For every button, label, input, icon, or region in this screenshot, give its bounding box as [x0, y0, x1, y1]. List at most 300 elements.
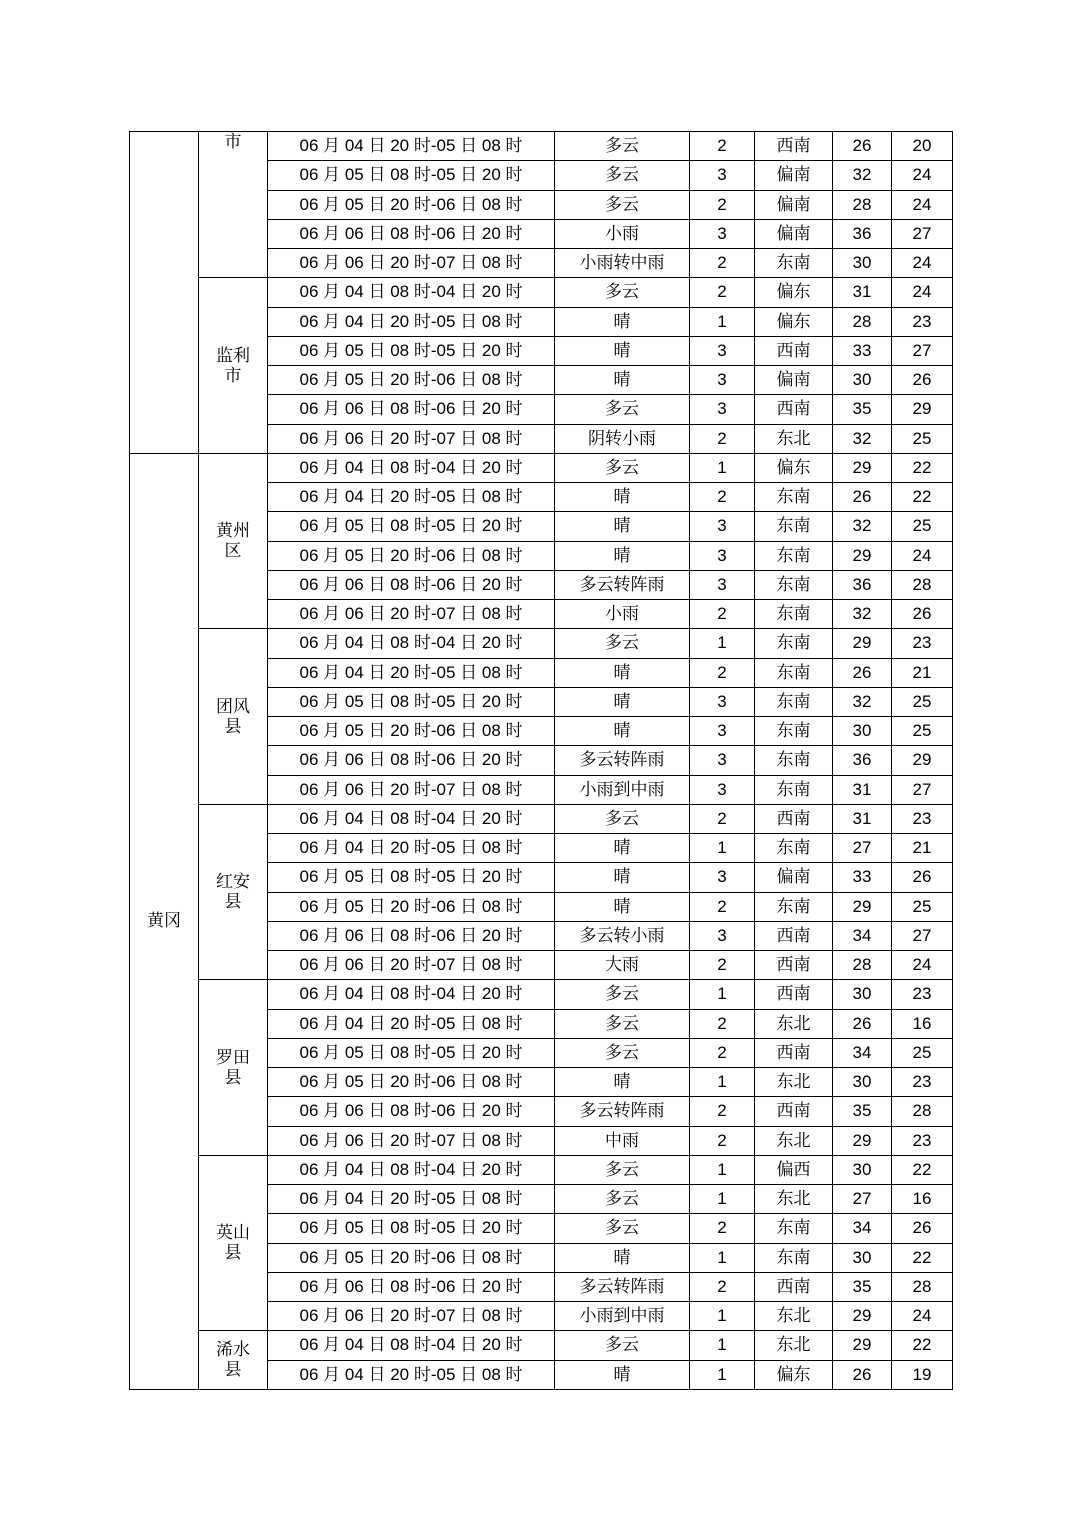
time-period-cell: 06 月 05 日 20 时-06 日 08 时 [268, 190, 555, 219]
max-temp-cell: 26 [833, 1009, 892, 1038]
max-temp-cell: 32 [833, 600, 892, 629]
time-period-cell: 06 月 05 日 20 时-06 日 08 时 [268, 1068, 555, 1097]
wind-direction-cell: 偏东 [755, 307, 833, 336]
wind-direction-cell: 偏南 [755, 219, 833, 248]
wind-level-cell: 2 [690, 951, 755, 980]
wind-level-cell: 3 [690, 921, 755, 950]
max-temp-cell: 26 [833, 483, 892, 512]
weather-cell: 多云 [555, 190, 690, 219]
weather-cell: 多云 [555, 161, 690, 190]
min-temp-cell: 23 [892, 980, 953, 1009]
county-name-line: 浠水 [216, 1340, 250, 1359]
weather-cell: 多云转阵雨 [555, 1272, 690, 1301]
time-period-cell: 06 月 05 日 08 时-05 日 20 时 [268, 863, 555, 892]
min-temp-cell: 25 [892, 512, 953, 541]
max-temp-cell: 30 [833, 366, 892, 395]
county-name-line: 红安 [216, 872, 250, 891]
time-period-cell: 06 月 05 日 20 时-06 日 08 时 [268, 1243, 555, 1272]
min-temp-cell: 27 [892, 921, 953, 950]
wind-level-cell: 3 [690, 746, 755, 775]
wind-level-cell: 2 [690, 132, 755, 161]
min-temp-cell: 24 [892, 951, 953, 980]
weather-cell: 小雨到中雨 [555, 775, 690, 804]
min-temp-cell: 20 [892, 132, 953, 161]
time-period-cell: 06 月 06 日 08 时-06 日 20 时 [268, 1272, 555, 1301]
min-temp-cell: 24 [892, 249, 953, 278]
wind-direction-cell: 西南 [755, 395, 833, 424]
wind-level-cell: 1 [690, 1302, 755, 1331]
wind-level-cell: 1 [690, 834, 755, 863]
wind-level-cell: 2 [690, 1126, 755, 1155]
min-temp-cell: 25 [892, 717, 953, 746]
wind-level-cell: 1 [690, 1068, 755, 1097]
min-temp-cell: 24 [892, 541, 953, 570]
weather-cell: 多云 [555, 278, 690, 307]
wind-level-cell: 1 [690, 629, 755, 658]
max-temp-cell: 32 [833, 161, 892, 190]
max-temp-cell: 35 [833, 1272, 892, 1301]
min-temp-cell: 23 [892, 1068, 953, 1097]
min-temp-cell: 24 [892, 190, 953, 219]
wind-direction-cell: 东南 [755, 512, 833, 541]
wind-direction-cell: 偏东 [755, 1360, 833, 1389]
min-temp-cell: 27 [892, 219, 953, 248]
weather-cell: 多云转小雨 [555, 921, 690, 950]
table-row [130, 804, 953, 833]
wind-direction-cell: 西南 [755, 132, 833, 161]
time-period-cell: 06 月 04 日 20 时-05 日 08 时 [268, 307, 555, 336]
county-name [199, 697, 267, 737]
wind-direction-cell: 东南 [755, 483, 833, 512]
wind-direction-cell: 东南 [755, 658, 833, 687]
wind-level-cell: 3 [690, 161, 755, 190]
time-period-cell: 06 月 04 日 08 时-04 日 20 时 [268, 1331, 555, 1360]
table-row [130, 1155, 953, 1184]
county-name-line: 区 [224, 541, 242, 560]
time-period-cell: 06 月 06 日 20 时-07 日 08 时 [268, 424, 555, 453]
weather-cell: 晴 [555, 336, 690, 365]
weather-cell: 多云 [555, 980, 690, 1009]
max-temp-cell: 27 [833, 834, 892, 863]
max-temp-cell: 30 [833, 717, 892, 746]
weather-cell: 小雨 [555, 219, 690, 248]
time-period-cell: 06 月 05 日 08 时-05 日 20 时 [268, 687, 555, 716]
time-period-cell: 06 月 06 日 20 时-07 日 08 时 [268, 249, 555, 278]
max-temp-cell: 35 [833, 1097, 892, 1126]
wind-level-cell: 3 [690, 863, 755, 892]
county-cell [199, 453, 268, 629]
max-temp-cell: 29 [833, 1126, 892, 1155]
max-temp-cell: 26 [833, 658, 892, 687]
max-temp-cell: 34 [833, 1214, 892, 1243]
wind-level-cell: 2 [690, 249, 755, 278]
wind-direction-cell: 东南 [755, 892, 833, 921]
min-temp-cell: 23 [892, 804, 953, 833]
wind-direction-cell: 东北 [755, 1331, 833, 1360]
time-period-cell: 06 月 05 日 08 时-05 日 20 时 [268, 161, 555, 190]
wind-direction-cell: 偏南 [755, 190, 833, 219]
time-period-cell: 06 月 06 日 20 时-07 日 08 时 [268, 775, 555, 804]
min-temp-cell: 27 [892, 336, 953, 365]
wind-direction-cell: 偏南 [755, 863, 833, 892]
max-temp-cell: 30 [833, 980, 892, 1009]
wind-direction-cell: 东南 [755, 746, 833, 775]
weather-cell: 晴 [555, 1243, 690, 1272]
wind-level-cell: 3 [690, 687, 755, 716]
min-temp-cell: 27 [892, 775, 953, 804]
min-temp-cell: 25 [892, 424, 953, 453]
weather-cell: 多云 [555, 132, 690, 161]
wind-direction-cell: 东北 [755, 1126, 833, 1155]
max-temp-cell: 29 [833, 1302, 892, 1331]
min-temp-cell: 29 [892, 395, 953, 424]
wind-direction-cell: 东南 [755, 570, 833, 599]
wind-level-cell: 1 [690, 307, 755, 336]
wind-level-cell: 2 [690, 1097, 755, 1126]
min-temp-cell: 28 [892, 1097, 953, 1126]
min-temp-cell: 25 [892, 1038, 953, 1067]
max-temp-cell: 34 [833, 921, 892, 950]
wind-direction-cell: 东南 [755, 834, 833, 863]
wind-direction-cell: 东北 [755, 1068, 833, 1097]
wind-direction-cell: 东南 [755, 687, 833, 716]
wind-level-cell: 3 [690, 336, 755, 365]
weather-cell: 多云转阵雨 [555, 1097, 690, 1126]
wind-level-cell: 2 [690, 658, 755, 687]
time-period-cell: 06 月 04 日 08 时-04 日 20 时 [268, 629, 555, 658]
time-period-cell: 06 月 06 日 20 时-07 日 08 时 [268, 1302, 555, 1331]
wind-level-cell: 1 [690, 1155, 755, 1184]
min-temp-cell: 22 [892, 453, 953, 482]
county-name-line: 县 [224, 1243, 242, 1262]
county-name-line: 英山 [216, 1223, 250, 1242]
table-row [130, 629, 953, 658]
wind-level-cell: 2 [690, 892, 755, 921]
time-period-cell: 06 月 05 日 08 时-05 日 20 时 [268, 336, 555, 365]
wind-direction-cell: 偏南 [755, 161, 833, 190]
time-period-cell: 06 月 05 日 08 时-05 日 20 时 [268, 1214, 555, 1243]
weather-cell: 晴 [555, 834, 690, 863]
county-cell [199, 1331, 268, 1390]
county-name [199, 346, 267, 386]
min-temp-cell: 16 [892, 1185, 953, 1214]
max-temp-cell: 29 [833, 541, 892, 570]
max-temp-cell: 28 [833, 307, 892, 336]
county-name [199, 1223, 267, 1263]
wind-direction-cell: 西南 [755, 951, 833, 980]
weather-cell: 中雨 [555, 1126, 690, 1155]
wind-level-cell: 3 [690, 570, 755, 599]
max-temp-cell: 30 [833, 1155, 892, 1184]
wind-direction-cell: 偏西 [755, 1155, 833, 1184]
weather-cell: 晴 [555, 892, 690, 921]
max-temp-cell: 36 [833, 570, 892, 599]
weather-cell: 多云转阵雨 [555, 746, 690, 775]
time-period-cell: 06 月 06 日 08 时-06 日 20 时 [268, 570, 555, 599]
weather-cell: 多云 [555, 1038, 690, 1067]
max-temp-cell: 30 [833, 1243, 892, 1272]
wind-direction-cell: 西南 [755, 921, 833, 950]
weather-cell: 晴 [555, 366, 690, 395]
county-cell [199, 132, 268, 278]
max-temp-cell: 26 [833, 1360, 892, 1389]
min-temp-cell: 22 [892, 483, 953, 512]
time-period-cell: 06 月 04 日 20 时-05 日 08 时 [268, 1009, 555, 1038]
wind-direction-cell: 东北 [755, 424, 833, 453]
time-period-cell: 06 月 06 日 20 时-07 日 08 时 [268, 1126, 555, 1155]
weather-cell: 晴 [555, 1068, 690, 1097]
weather-cell: 多云 [555, 1009, 690, 1038]
wind-direction-cell: 东南 [755, 629, 833, 658]
time-period-cell: 06 月 05 日 20 时-06 日 08 时 [268, 717, 555, 746]
min-temp-cell: 19 [892, 1360, 953, 1389]
city-cell [130, 132, 199, 454]
weather-cell: 小雨转中雨 [555, 249, 690, 278]
weather-cell: 晴 [555, 687, 690, 716]
wind-level-cell: 2 [690, 483, 755, 512]
weather-cell: 阴转小雨 [555, 424, 690, 453]
min-temp-cell: 25 [892, 687, 953, 716]
weather-cell: 小雨 [555, 600, 690, 629]
wind-direction-cell: 东南 [755, 775, 833, 804]
county-name-line: 市 [224, 365, 242, 385]
time-period-cell: 06 月 04 日 20 时-05 日 08 时 [268, 483, 555, 512]
weather-cell: 晴 [555, 863, 690, 892]
wind-direction-cell: 东北 [755, 1009, 833, 1038]
time-period-cell: 06 月 05 日 20 时-06 日 08 时 [268, 892, 555, 921]
table-row [130, 1331, 953, 1360]
weather-cell: 晴 [555, 717, 690, 746]
wind-level-cell: 2 [690, 278, 755, 307]
time-period-cell: 06 月 05 日 20 时-06 日 08 时 [268, 541, 555, 570]
wind-level-cell: 1 [690, 453, 755, 482]
weather-cell: 晴 [555, 512, 690, 541]
wind-direction-cell: 东南 [755, 1243, 833, 1272]
wind-direction-cell: 东北 [755, 1302, 833, 1331]
wind-level-cell: 1 [690, 1185, 755, 1214]
wind-direction-cell: 西南 [755, 1038, 833, 1067]
county-name-line: 监利 [216, 345, 250, 365]
min-temp-cell: 29 [892, 746, 953, 775]
min-temp-cell: 22 [892, 1331, 953, 1360]
wind-level-cell: 2 [690, 424, 755, 453]
min-temp-cell: 24 [892, 278, 953, 307]
min-temp-cell: 24 [892, 161, 953, 190]
weather-cell: 小雨到中雨 [555, 1302, 690, 1331]
wind-level-cell: 3 [690, 541, 755, 570]
max-temp-cell: 29 [833, 892, 892, 921]
weather-cell: 晴 [555, 483, 690, 512]
county-cell [199, 1155, 268, 1331]
weather-cell: 晴 [555, 658, 690, 687]
min-temp-cell: 26 [892, 600, 953, 629]
min-temp-cell: 24 [892, 1302, 953, 1331]
max-temp-cell: 29 [833, 1331, 892, 1360]
time-period-cell: 06 月 06 日 08 时-06 日 20 时 [268, 746, 555, 775]
wind-direction-cell: 东南 [755, 249, 833, 278]
weather-cell: 多云 [555, 1331, 690, 1360]
wind-level-cell: 2 [690, 804, 755, 833]
max-temp-cell: 32 [833, 512, 892, 541]
table-row [130, 132, 953, 161]
county-cell [199, 278, 268, 454]
weather-cell: 多云 [555, 629, 690, 658]
time-period-cell: 06 月 04 日 08 时-04 日 20 时 [268, 453, 555, 482]
min-temp-cell: 26 [892, 1214, 953, 1243]
weather-cell: 多云 [555, 804, 690, 833]
wind-direction-cell: 偏南 [755, 366, 833, 395]
wind-level-cell: 3 [690, 775, 755, 804]
weather-cell: 多云 [555, 1214, 690, 1243]
wind-level-cell: 2 [690, 190, 755, 219]
max-temp-cell: 26 [833, 132, 892, 161]
max-temp-cell: 31 [833, 804, 892, 833]
time-period-cell: 06 月 06 日 20 时-07 日 08 时 [268, 600, 555, 629]
max-temp-cell: 36 [833, 746, 892, 775]
county-name-line: 县 [224, 1067, 242, 1087]
min-temp-cell: 26 [892, 863, 953, 892]
wind-direction-cell: 西南 [755, 1272, 833, 1301]
max-temp-cell: 32 [833, 687, 892, 716]
county-cell [199, 804, 268, 980]
min-temp-cell: 16 [892, 1009, 953, 1038]
county-name-line: 县 [224, 716, 242, 736]
max-temp-cell: 36 [833, 219, 892, 248]
county-name-line: 黄州 [216, 521, 250, 540]
table-row [130, 980, 953, 1009]
max-temp-cell: 34 [833, 1038, 892, 1067]
time-period-cell: 06 月 04 日 20 时-05 日 08 时 [268, 1360, 555, 1389]
min-temp-cell: 22 [892, 1243, 953, 1272]
max-temp-cell: 32 [833, 424, 892, 453]
max-temp-cell: 31 [833, 775, 892, 804]
wind-direction-cell: 东南 [755, 600, 833, 629]
max-temp-cell: 28 [833, 190, 892, 219]
max-temp-cell: 30 [833, 249, 892, 278]
county-name [199, 1340, 267, 1380]
wind-level-cell: 2 [690, 600, 755, 629]
max-temp-cell: 28 [833, 951, 892, 980]
weather-cell: 晴 [555, 307, 690, 336]
min-temp-cell: 23 [892, 1126, 953, 1155]
forecast-table [129, 131, 953, 1390]
min-temp-cell: 22 [892, 1155, 953, 1184]
wind-level-cell: 2 [690, 1038, 755, 1067]
max-temp-cell: 33 [833, 336, 892, 365]
max-temp-cell: 29 [833, 629, 892, 658]
county-name [199, 1048, 267, 1088]
wind-level-cell: 3 [690, 395, 755, 424]
min-temp-cell: 23 [892, 629, 953, 658]
time-period-cell: 06 月 04 日 20 时-05 日 08 时 [268, 132, 555, 161]
max-temp-cell: 27 [833, 1185, 892, 1214]
weather-cell: 多云转阵雨 [555, 570, 690, 599]
wind-level-cell: 1 [690, 1360, 755, 1389]
time-period-cell: 06 月 05 日 20 时-06 日 08 时 [268, 366, 555, 395]
wind-direction-cell: 西南 [755, 336, 833, 365]
table-row [130, 453, 953, 482]
time-period-cell: 06 月 04 日 08 时-04 日 20 时 [268, 1155, 555, 1184]
min-temp-cell: 26 [892, 366, 953, 395]
weather-cell: 多云 [555, 395, 690, 424]
weather-cell: 多云 [555, 1155, 690, 1184]
min-temp-cell: 25 [892, 892, 953, 921]
wind-level-cell: 3 [690, 366, 755, 395]
county-name [199, 872, 267, 912]
city-cell: 黄冈 [130, 453, 199, 1389]
time-period-cell: 06 月 06 日 08 时-06 日 20 时 [268, 395, 555, 424]
max-temp-cell: 31 [833, 278, 892, 307]
county-name-line: 罗田 [216, 1047, 250, 1067]
time-period-cell: 06 月 04 日 20 时-05 日 08 时 [268, 1185, 555, 1214]
min-temp-cell: 28 [892, 570, 953, 599]
time-period-cell: 06 月 04 日 08 时-04 日 20 时 [268, 278, 555, 307]
wind-level-cell: 3 [690, 512, 755, 541]
weather-cell: 多云 [555, 453, 690, 482]
max-temp-cell: 29 [833, 453, 892, 482]
county-name: 市 [224, 132, 242, 151]
wind-level-cell: 2 [690, 1009, 755, 1038]
time-period-cell: 06 月 05 日 08 时-05 日 20 时 [268, 1038, 555, 1067]
max-temp-cell: 33 [833, 863, 892, 892]
wind-level-cell: 1 [690, 1331, 755, 1360]
wind-direction-cell: 西南 [755, 1097, 833, 1126]
time-period-cell: 06 月 05 日 08 时-05 日 20 时 [268, 512, 555, 541]
time-period-cell: 06 月 04 日 08 时-04 日 20 时 [268, 804, 555, 833]
wind-level-cell: 2 [690, 1272, 755, 1301]
wind-direction-cell: 东南 [755, 541, 833, 570]
time-period-cell: 06 月 04 日 08 时-04 日 20 时 [268, 980, 555, 1009]
wind-level-cell: 3 [690, 717, 755, 746]
wind-level-cell: 2 [690, 1214, 755, 1243]
county-name-line: 团风 [216, 696, 250, 716]
weather-cell: 多云 [555, 1185, 690, 1214]
county-cell [199, 980, 268, 1156]
wind-direction-cell: 西南 [755, 980, 833, 1009]
min-temp-cell: 23 [892, 307, 953, 336]
wind-direction-cell: 西南 [755, 804, 833, 833]
time-period-cell: 06 月 06 日 08 时-06 日 20 时 [268, 219, 555, 248]
time-period-cell: 06 月 04 日 20 时-05 日 08 时 [268, 658, 555, 687]
min-temp-cell: 21 [892, 658, 953, 687]
county-name [199, 521, 267, 561]
time-period-cell: 06 月 06 日 08 时-06 日 20 时 [268, 921, 555, 950]
time-period-cell: 06 月 04 日 20 时-05 日 08 时 [268, 834, 555, 863]
min-temp-cell: 28 [892, 1272, 953, 1301]
county-name-line: 县 [224, 892, 242, 911]
weather-cell: 大雨 [555, 951, 690, 980]
county-cell [199, 629, 268, 805]
weather-cell: 晴 [555, 541, 690, 570]
forecast-table-body [130, 132, 953, 1390]
time-period-cell: 06 月 06 日 08 时-06 日 20 时 [268, 1097, 555, 1126]
wind-direction-cell: 东北 [755, 1185, 833, 1214]
wind-direction-cell: 东南 [755, 717, 833, 746]
max-temp-cell: 30 [833, 1068, 892, 1097]
time-period-cell: 06 月 06 日 20 时-07 日 08 时 [268, 951, 555, 980]
max-temp-cell: 35 [833, 395, 892, 424]
wind-level-cell: 3 [690, 219, 755, 248]
min-temp-cell: 21 [892, 834, 953, 863]
wind-level-cell: 1 [690, 980, 755, 1009]
wind-direction-cell: 东南 [755, 1214, 833, 1243]
wind-level-cell: 1 [690, 1243, 755, 1272]
wind-direction-cell: 偏东 [755, 278, 833, 307]
weather-cell: 晴 [555, 1360, 690, 1389]
county-name-line: 县 [224, 1360, 242, 1379]
wind-direction-cell: 偏东 [755, 453, 833, 482]
table-row [130, 278, 953, 307]
